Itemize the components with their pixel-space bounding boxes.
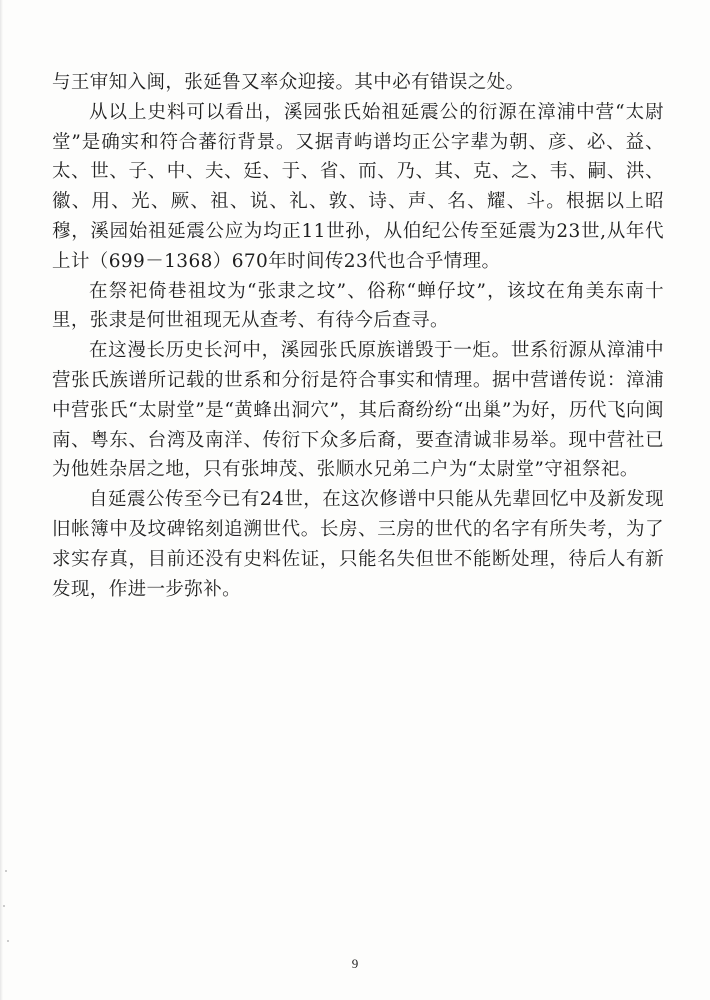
scan-speck	[3, 905, 5, 907]
paragraph-2: 从以上史料可以看出，溪园张氏始祖延震公的衍源在漳浦中营“太尉堂”是确实和符合蕃衍背景。又据青屿谱均正公字辈为朝、彦、必、益、太、世、子、中、夫、廷、于、省、而、乃、其、克、之、韦、嗣、洪、徽、用、光、厥、祖、说、礼、敦、诗、声、名、耀、斗。根据以上昭穆，溪园始祖延震公应为均正11世孙，从伯纪公传至延震为23世,从年代上计（699－1368）670年时间传23代也合乎情理。	[52, 101, 664, 272]
scan-edge-shadow	[0, 0, 3, 1000]
page-number: 9	[351, 956, 359, 971]
paragraph-1: 与王审知入闽，张延鲁又率众迎接。其中必有错误之处。	[52, 72, 525, 93]
scan-speck	[5, 870, 7, 872]
paragraph-4: 在这漫长历史长河中，溪园张氏原族谱毁于一炬。世系衍源从漳浦中营张氏族谱所记载的世系和分衍是符合事实和情理。据中营谱传说：漳浦中营张氏“太尉堂”是“黄蜂出洞穴”，其后裔纷纷“出巢”为好，历代飞向闽南、粤东、台湾及南洋、传衍下众多后裔，要查清诚非易举。现中营社已为他姓杂居之地，只有张坤茂、张顺水兄弟二户为“太尉堂”守祖祭祀。	[52, 340, 664, 481]
paragraph-3: 在祭祀倚巷祖坟为“张隶之坟”、俗称“蝉仔坟”，该坟在角美东南十里，张隶是何世祖现无从查考、有待今后查寻。	[52, 280, 664, 332]
scan-speck	[7, 940, 9, 942]
body-text	[52, 68, 664, 604]
paragraph-5: 自延震公传至今已有24世，在这次修谱中只能从先辈回忆中及新发现旧帐簿中及坟碑铭刻追溯世代。长房、三房的世代的名字有所失考，为了求实存真，目前还没有史料佐证，只能名失但世不能断处理，待后人有新发现，作进一步弥补。	[52, 489, 664, 600]
